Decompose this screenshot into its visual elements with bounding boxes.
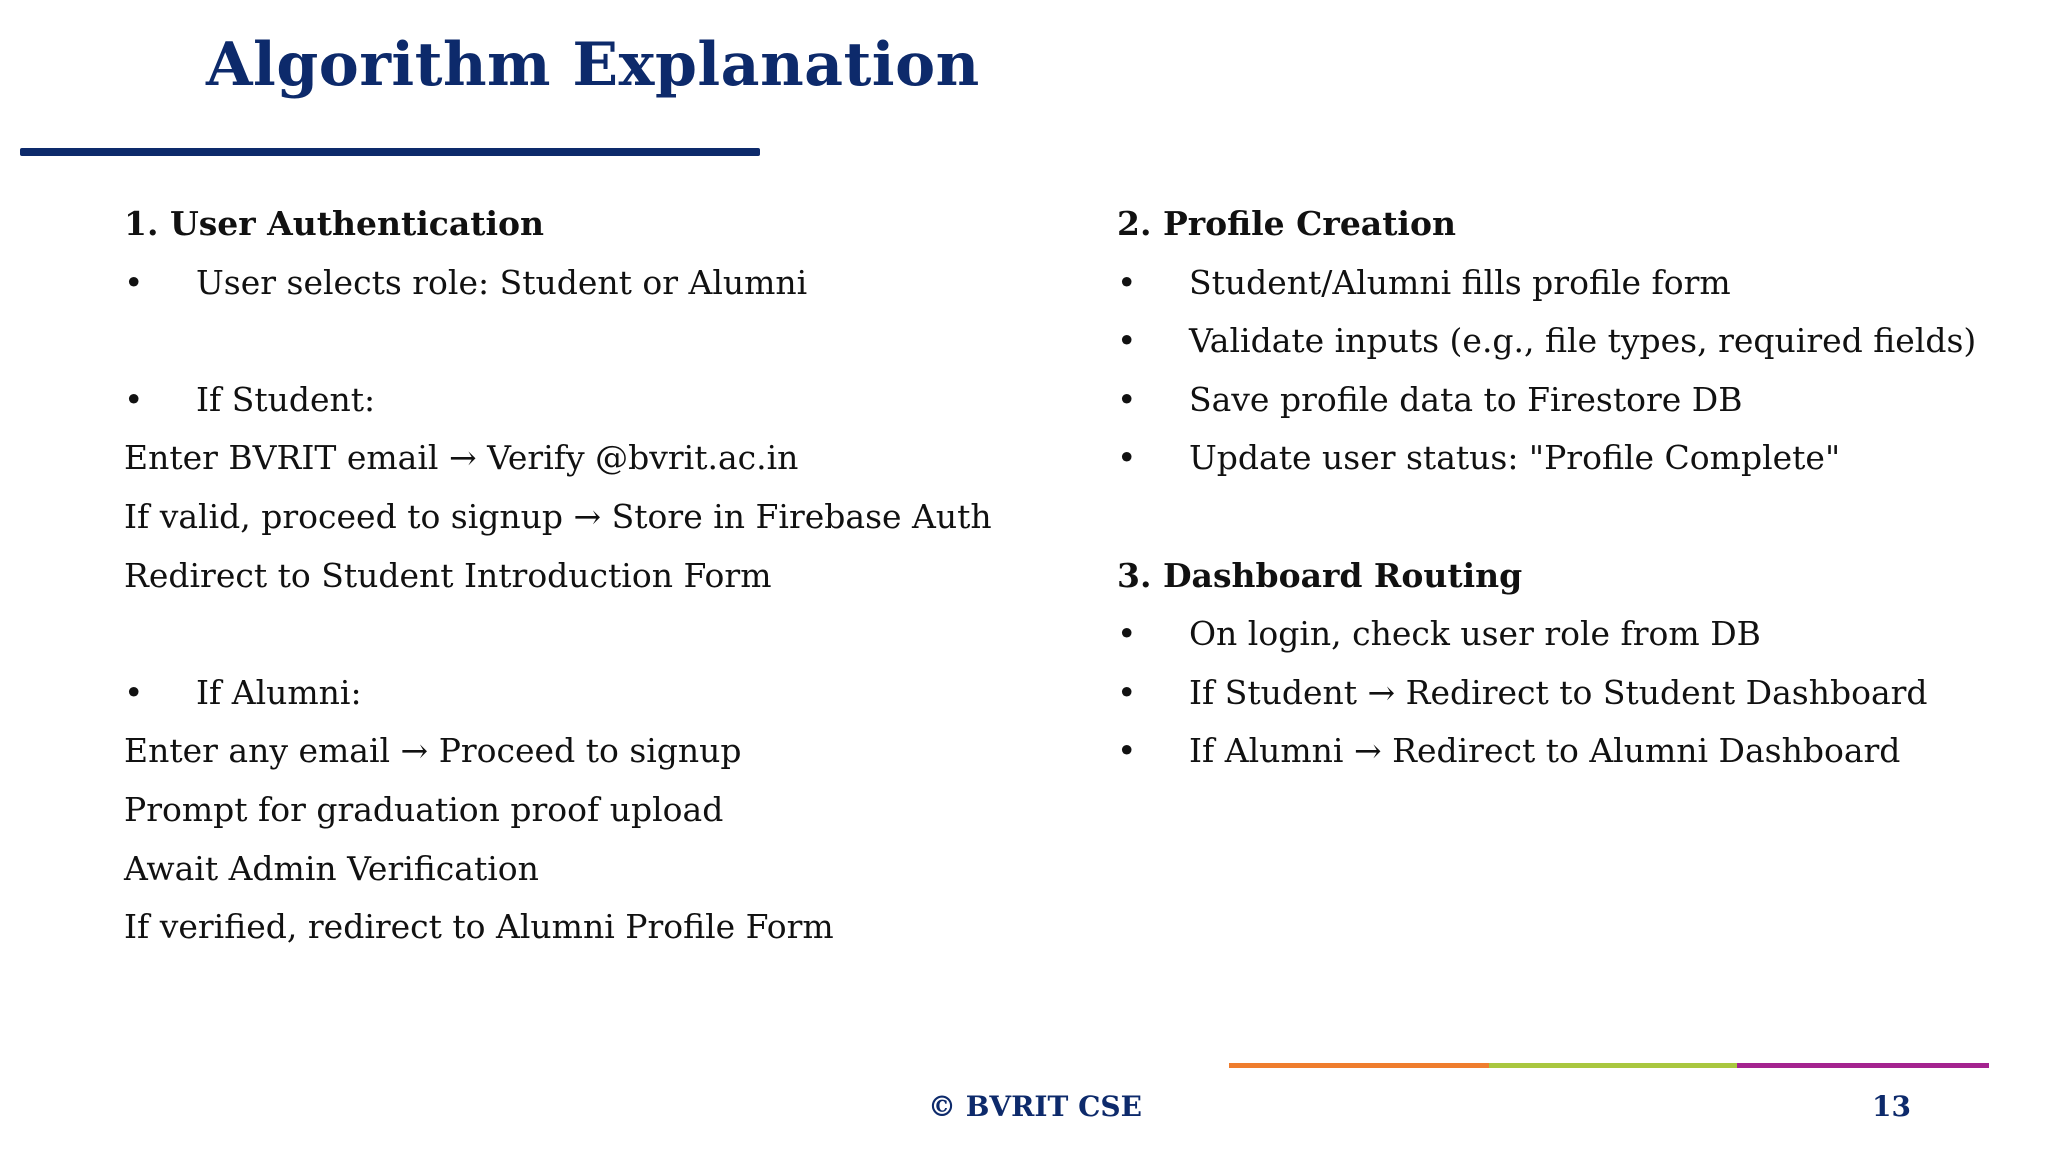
alumni-step: If verified, redirect to Alumni Profile Form	[124, 907, 834, 947]
bullet-icon: •	[1117, 731, 1137, 771]
spacer	[124, 605, 1024, 664]
spacer	[1117, 488, 2017, 547]
bullet-item	[1117, 429, 2017, 488]
bullet-item	[124, 371, 1024, 430]
alumni-step: Enter any email → Proceed to signup	[124, 731, 742, 771]
bullet-text: Validate inputs (e.g., file types, required fields)	[1189, 321, 1977, 361]
section-heading-user-authentication: 1. User Authentication	[124, 204, 545, 243]
footer-accent-bar	[1229, 1063, 1989, 1068]
bullet-text: Save profile data to Firestore DB	[1189, 379, 1743, 419]
bullet-icon: •	[124, 262, 144, 302]
student-step: Enter BVRIT email → Verify @bvrit.ac.in	[124, 438, 799, 478]
bullet-text: Update user status: "Profile Complete"	[1189, 438, 1841, 478]
bullet-icon: •	[124, 379, 144, 419]
bullet-item	[1117, 312, 2017, 371]
title-underline	[20, 148, 760, 156]
bullet-icon: •	[1117, 438, 1137, 478]
bullet-text: Student/Alumni fills profile form	[1189, 262, 1731, 302]
bullet-text: If Student:	[196, 379, 376, 419]
bullet-icon: •	[1117, 614, 1137, 654]
bullet-text: On login, check user role from DB	[1189, 614, 1761, 654]
right-column	[1117, 195, 2017, 781]
bullet-text: If Student → Redirect to Student Dashboard	[1189, 672, 1928, 712]
bullet-text: If Alumni → Redirect to Alumni Dashboard	[1189, 731, 1901, 771]
bullet-item	[1117, 605, 2017, 664]
student-step: If valid, proceed to signup → Store in Firebase Auth	[124, 496, 992, 536]
bullet-item	[1117, 722, 2017, 781]
slide-title: Algorithm Explanation	[206, 30, 980, 100]
bullet-icon: •	[1117, 379, 1137, 419]
spacer	[124, 312, 1024, 371]
bullet-text: User selects role: Student or Alumni	[196, 262, 808, 302]
alumni-step: Await Admin Verification	[124, 848, 539, 888]
bullet-icon: •	[124, 672, 144, 712]
bullet-item	[1117, 371, 2017, 430]
bullet-icon: •	[1117, 672, 1137, 712]
bullet-item	[1117, 254, 2017, 313]
bullet-item	[124, 664, 1024, 723]
bullet-text: If Alumni:	[196, 672, 362, 712]
footer-copyright: © BVRIT CSE	[928, 1090, 1142, 1123]
footer-accent-magenta	[1737, 1063, 1989, 1068]
section-heading-profile-creation: 2. Profile Creation	[1117, 204, 1456, 243]
bullet-item	[124, 254, 1024, 313]
alumni-step: Prompt for graduation proof upload	[124, 789, 724, 829]
bullet-icon: •	[1117, 262, 1137, 302]
page-number: 13	[1872, 1090, 1911, 1123]
section-heading-dashboard-routing: 3. Dashboard Routing	[1117, 555, 1523, 595]
left-column	[124, 195, 1024, 957]
footer-accent-green	[1489, 1063, 1737, 1068]
student-step: Redirect to Student Introduction Form	[124, 555, 772, 595]
bullet-icon: •	[1117, 321, 1137, 361]
footer-accent-orange	[1229, 1063, 1489, 1068]
bullet-item	[1117, 664, 2017, 723]
